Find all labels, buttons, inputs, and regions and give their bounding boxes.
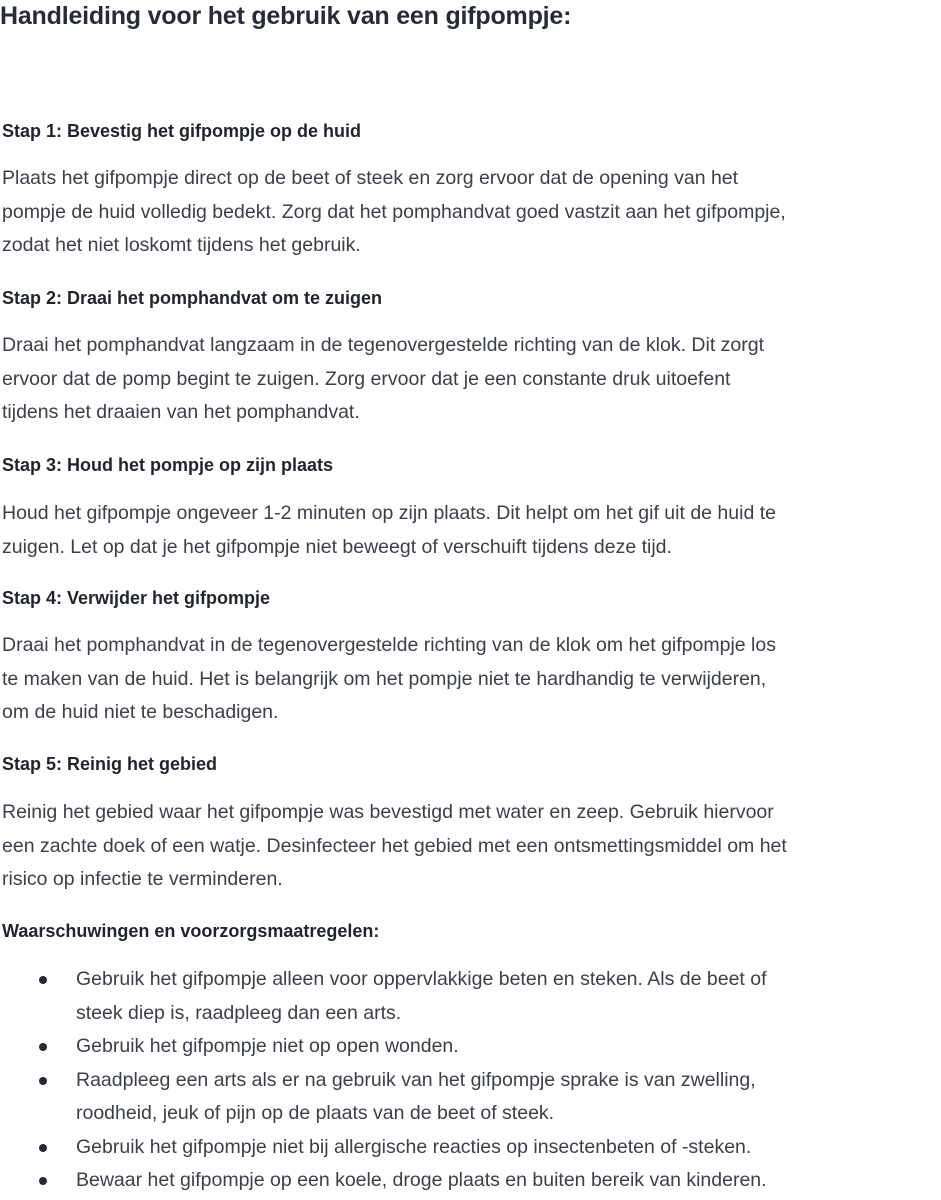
bullet-icon [39, 1144, 47, 1152]
step-4-line: te maken van de huid. Het is belangrijk om het pompje niet te hardhandig te verwijderen, [2, 667, 767, 690]
warning-line: Raadpleeg een arts als er na gebruik van het gifpompje sprake is van zwelling, [76, 1068, 756, 1091]
step-2-line: tijdens het draaien van het pomphandvat. [2, 401, 360, 423]
bullet-icon [39, 1177, 47, 1185]
bullet-icon [39, 976, 47, 984]
warning-item [0, 963, 941, 1030]
warnings-heading: Waarschuwingen en voorzorgsmaatregelen: [2, 921, 380, 941]
warning-line: roodheid, jeuk of pijn op de plaats van de beet of steek. [76, 1102, 555, 1124]
step-1-heading: Stap 1: Bevestig het gifpompje op de huid [2, 121, 362, 141]
warning-line: steek diep is, raadpleeg dan een arts. [76, 1001, 402, 1024]
step-2-heading: Stap 2: Draai het pomphandvat om te zuigen [2, 288, 383, 308]
step-5-heading: Stap 5: Reinig het gebied [2, 754, 218, 774]
step-5-body [2, 796, 939, 897]
step-4-body [2, 629, 939, 730]
step-4-heading: Stap 4: Verwijder het gifpompje [2, 588, 271, 608]
step-3-line: zuigen. Let op dat je het gifpompje niet beweegt of verschuift tijdens deze tijd. [2, 535, 672, 558]
bullet-icon [39, 1043, 47, 1051]
warning-item [0, 1030, 941, 1064]
step-2-body [2, 329, 939, 430]
step-2-line: Draai het pomphandvat langzaam in de tegenovergestelde richting van de klok. Dit zorgt [2, 334, 765, 356]
step-5-line: een zachte doek of een watje. Desinfecteer het gebied met een ontsmettingsmiddel om het [2, 834, 787, 857]
step-2-line: ervoor dat de pomp begint te zuigen. Zorg ervoor dat je een constante druk uitoefent [2, 367, 731, 390]
warning-item [0, 1164, 941, 1198]
bullet-icon [39, 1077, 47, 1085]
step-5-line: Reinig het gebied waar het gifpompje was bevestigd met water en zeep. Gebruik hiervoor [2, 801, 774, 823]
step-3-heading: Stap 3: Houd het pompje op zijn plaats [2, 455, 334, 475]
warnings-list [0, 963, 941, 1198]
step-5-line: risico op infectie te verminderen. [2, 868, 283, 890]
step-1-line: Plaats het gifpompje direct op de beet of steek en zorg ervoor dat de opening van het [2, 167, 739, 189]
warning-line: Bewaar het gifpompje op een koele, droge plaats en buiten bereik van kinderen. [76, 1169, 767, 1191]
document-title: Handleiding voor het gebruik van een gifpompje: [0, 2, 572, 30]
step-3-line: Houd het gifpompje ongeveer 1-2 minuten op zijn plaats. Dit helpt om het gif uit de huid te [2, 502, 776, 524]
warning-line: Gebruik het gifpompje niet bij allergische reacties op insectenbeten of -steken. [76, 1135, 752, 1158]
step-4-line: om de huid niet te beschadigen. [2, 701, 279, 723]
warning-line: Gebruik het gifpompje alleen voor oppervlakkige beten en steken. Als de beet of [76, 968, 767, 990]
step-1-line: pompje de huid volledig bedekt. Zorg dat het pomphandvat goed vastzit aan het gifpompje, [2, 200, 786, 223]
warning-item [0, 1131, 941, 1165]
step-4-line: Draai het pomphandvat in de tegenovergestelde richting van de klok om het gifpompje los [2, 634, 776, 656]
step-1-line: zodat het niet loskomt tijdens het gebruik. [2, 234, 361, 256]
warning-line: Gebruik het gifpompje niet op open wonden. [76, 1035, 459, 1057]
warning-item [0, 1064, 941, 1131]
step-1-body [2, 162, 939, 263]
step-3-body [2, 497, 939, 564]
